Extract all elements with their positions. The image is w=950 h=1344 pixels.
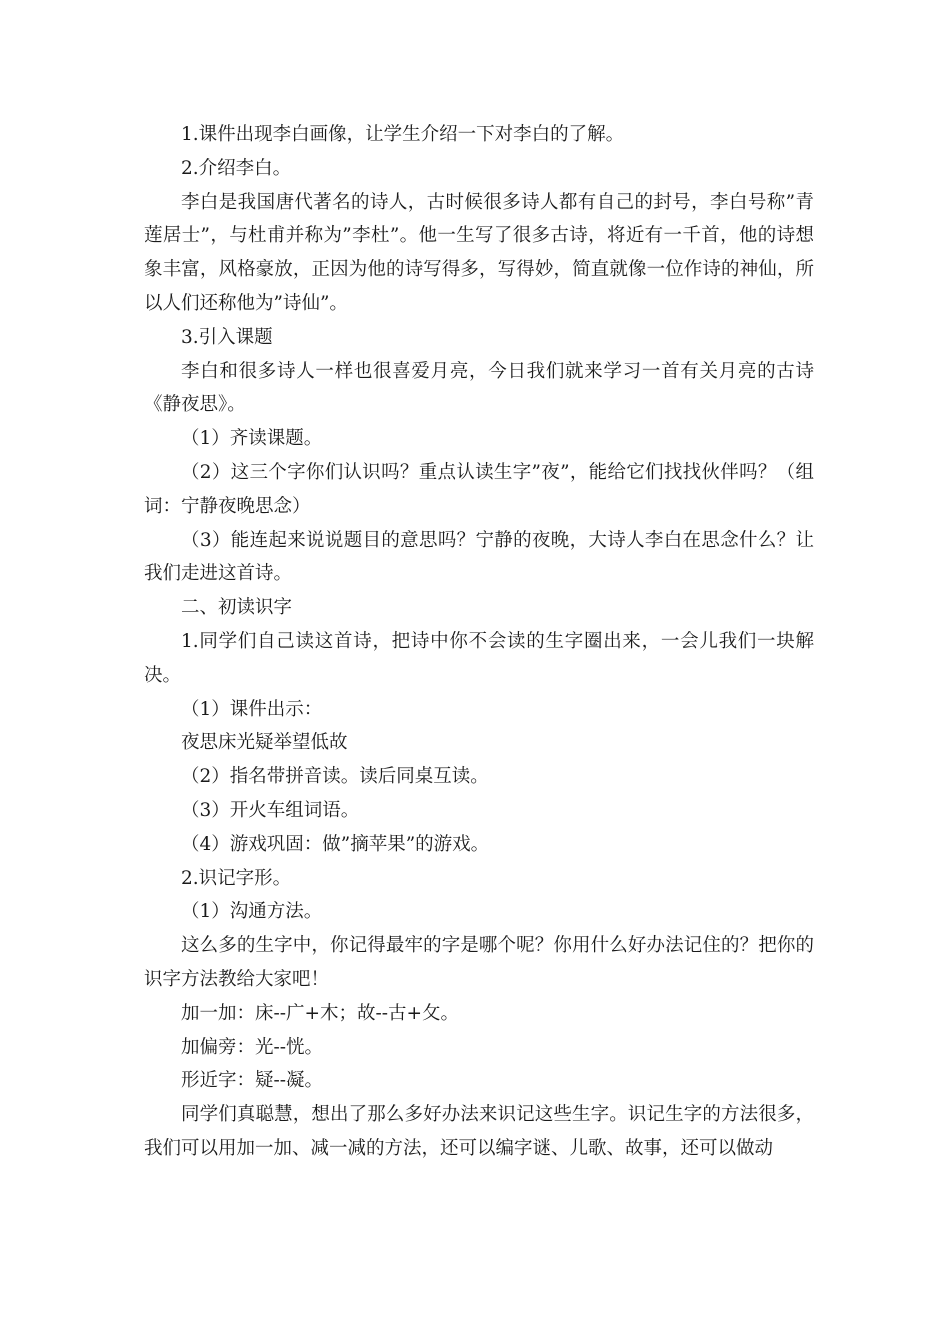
paragraph-22: 同学们真聪慧，想出了那么多好办法来识记这些生字。识记生字的方法很多，我们可以用加一加、减一减的方法，还可以编字谜、儿歌、故事，还可以做动 [144,1104,814,1159]
paragraph-8: （3）能连起来说说题目的意思吗？宁静的夜晚，大诗人李白在思念什么？让我们走进这首诗。 [144,529,814,585]
section-heading: 二、初读识字 [181,597,293,619]
paragraph-16: 2.识记字形。 [181,867,292,889]
paragraph-20: 加偏旁：光--恍。 [181,1036,324,1058]
paragraph-4: 3.引入课题 [181,326,273,348]
paragraph-6: （1）齐读课题。 [181,428,323,450]
paragraph-2: 2.介绍李白。 [181,157,292,179]
paragraph-11: （1）课件出示： [181,698,323,720]
paragraph-3: 李白是我国唐代著名的诗人，古时候很多诗人都有自己的封号，李白号称”青莲居士”，与杜甫并称为”李杜”。他一生写了很多古诗，将近有一千首，他的诗想象丰富，风格豪放，正因为他的诗写得多，写得妙，简直就像一位作诗的神仙，所以人们还称他为”诗仙”。 [144,191,814,314]
paragraph-21: 形近字：疑--凝。 [181,1070,324,1092]
paragraph-15: （4）游戏巩固：做”摘苹果”的游戏。 [181,833,490,855]
paragraph-5: 李白和很多诗人一样也很喜爱月亮，今日我们就来学习一首有关月亮的古诗《静夜思》。 [144,360,814,416]
paragraph-17: （1）沟通方法。 [181,901,323,923]
paragraph-18: 这么多的生字中，你记得最牢的字是哪个呢？你用什么好办法记住的？把你的识字方法教给大家吧！ [144,935,814,990]
paragraph-12: 夜思床光疑举望低故 [181,732,348,754]
document-body [144,118,814,1166]
paragraph-19: 加一加：床--广+木；故--古+攵。 [181,1002,460,1024]
paragraph-1: 1.课件出现李白画像，让学生介绍一下对李白的了解。 [181,124,625,145]
paragraph-10: 1.同学们自己读这首诗，把诗中你不会读的生字圈出来，一会儿我们一块解决。 [144,630,814,686]
paragraph-13: （2）指名带拼音读。读后同桌互读。 [181,766,489,788]
paragraph-7: （2）这三个字你们认识吗？重点认读生字”夜”，能给它们找找伙伴吗？（组词：宁静夜晚思念） [144,461,814,517]
paragraph-14: （3）开火车组词语。 [181,799,360,821]
